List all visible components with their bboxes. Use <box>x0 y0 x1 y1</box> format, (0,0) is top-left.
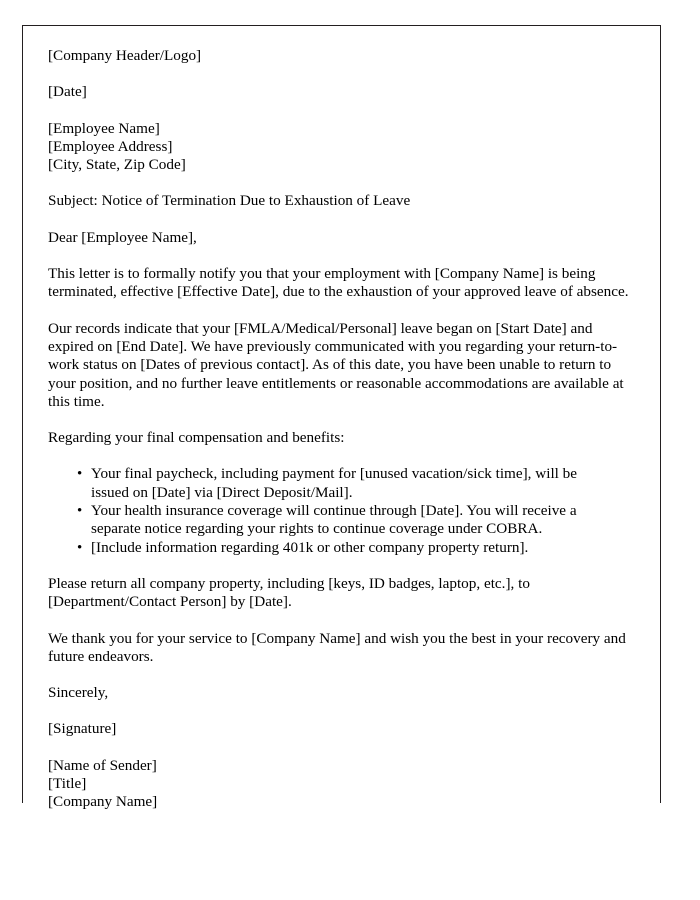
list-item-text: [Include information regarding 401k or other company property return]. <box>91 538 529 556</box>
benefits-list <box>48 465 611 556</box>
body-paragraph-4: We thank you for your service to [Company Name] and wish you the best in your recovery and future endeavors. <box>48 629 626 665</box>
benefits-intro: Regarding your final compensation and benefits: <box>48 429 345 447</box>
date-text: [Date] <box>48 83 87 101</box>
sender-title: [Title] <box>48 775 87 793</box>
sender-block <box>48 757 636 812</box>
signature-block <box>48 720 636 738</box>
body-paragraph-1: This letter is to formally notify you that your employment with [Company Name] is being terminated, effective [Effective Date], due to the exhaustion of your approved leave of absence. <box>48 265 629 301</box>
salutation-block <box>48 229 636 247</box>
letter-body <box>48 47 636 830</box>
list-item <box>77 465 611 502</box>
sender-company: [Company Name] <box>48 793 158 811</box>
company-header-block <box>48 47 636 65</box>
signature-placeholder: [Signature] <box>48 720 117 738</box>
bullet-icon: • <box>77 503 83 520</box>
sign-off-text: Sincerely, <box>48 684 109 702</box>
bullet-icon: • <box>77 466 83 483</box>
body-paragraph-3: Please return all company property, including [keys, ID badges, laptop, etc.], to [Department/Contact Person] by [Date]. <box>48 574 530 611</box>
recipient-city-state-zip: [City, State, Zip Code] <box>48 156 186 174</box>
list-item <box>77 502 611 539</box>
sign-off-block <box>48 684 636 702</box>
recipient-address-block <box>48 120 636 175</box>
salutation-text: Dear [Employee Name], <box>48 228 197 246</box>
body-paragraph-2: Our records indicate that your [FMLA/Medical/Personal] leave began on [Start Date] and expired on [End Date]. We have previously communicated with you regarding your return-to-work status on [Dates of previous contact]. As of this date, you have been unable to return to your position, and no further leave entitlements or reasonable accommodations are available at this time. <box>48 319 624 410</box>
list-item <box>77 538 611 557</box>
subject-block <box>48 192 636 210</box>
subject-line: Subject: Notice of Termination Due to Exhaustion of Leave <box>48 192 411 210</box>
recipient-name: [Employee Name] <box>48 119 160 137</box>
list-item-text: Your health insurance coverage will continue through [Date]. You will receive a separate notice regarding your rights to continue coverage under COBRA. <box>91 502 577 538</box>
list-item-text: Your final paycheck, including payment for [unused vacation/sick time], will be issued on [Date] via [Direct Deposit/Mail]. <box>91 465 578 501</box>
company-header-text: [Company Header/Logo] <box>48 47 202 64</box>
bullet-icon: • <box>77 539 83 556</box>
date-block <box>48 83 636 101</box>
sender-name: [Name of Sender] <box>48 756 157 774</box>
document-page-border <box>22 25 661 811</box>
recipient-address: [Employee Address] <box>48 137 173 155</box>
